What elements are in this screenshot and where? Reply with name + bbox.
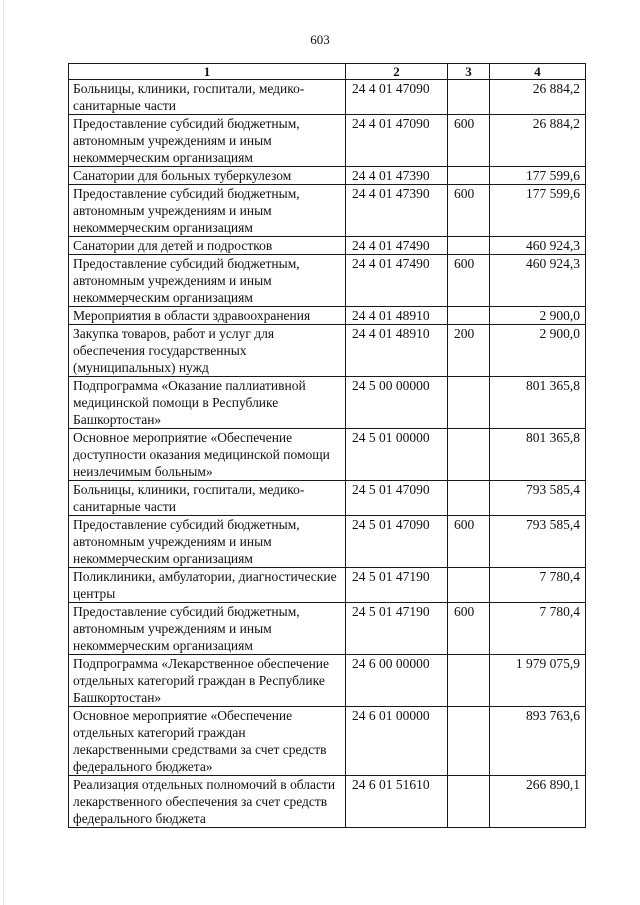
row-code: 24 5 01 00000 (346, 429, 448, 481)
row-name: Подпрограмма «Оказание паллиативной медицинской помощи в Республике Башкортостан» (69, 377, 346, 429)
row-amount: 26 884,2 (490, 115, 586, 167)
row-type (448, 167, 490, 185)
table-row (69, 255, 586, 307)
row-type: 600 (448, 185, 490, 237)
row-name: Предоставление субсидий бюджетным, автономным учреждениям и иным некоммерческим организациям (69, 115, 346, 167)
row-code: 24 4 01 47090 (346, 80, 448, 115)
row-type (448, 80, 490, 115)
column-header-amount: 4 (490, 64, 586, 80)
row-code: 24 6 00 00000 (346, 655, 448, 707)
table-row (69, 776, 586, 828)
table-row (69, 237, 586, 255)
row-name: Предоставление субсидий бюджетным, автономным учреждениям и иным некоммерческим организациям (69, 185, 346, 237)
row-amount: 460 924,3 (490, 237, 586, 255)
row-code: 24 4 01 48910 (346, 307, 448, 325)
row-amount: 7 780,4 (490, 603, 586, 655)
row-name: Основное мероприятие «Обеспечение доступности оказания медицинской помощи неизлечимым больным» (69, 429, 346, 481)
row-type: 600 (448, 603, 490, 655)
row-code: 24 4 01 47490 (346, 237, 448, 255)
row-code: 24 5 01 47090 (346, 481, 448, 516)
row-code: 24 4 01 47090 (346, 115, 448, 167)
row-type (448, 429, 490, 481)
row-name: Реализация отдельных полномочий в области лекарственного обеспечения за счет средств федерального бюджета (69, 776, 346, 828)
table-row (69, 481, 586, 516)
row-amount: 801 365,8 (490, 377, 586, 429)
row-amount: 1 979 075,9 (490, 655, 586, 707)
row-code: 24 5 01 47190 (346, 603, 448, 655)
row-name: Поликлиники, амбулатории, диагностические центры (69, 568, 346, 603)
column-header-code: 2 (346, 64, 448, 80)
row-code: 24 5 01 47090 (346, 516, 448, 568)
row-code: 24 6 01 00000 (346, 707, 448, 776)
table-row (69, 167, 586, 185)
row-amount: 177 599,6 (490, 167, 586, 185)
table-row (69, 307, 586, 325)
row-amount: 26 884,2 (490, 80, 586, 115)
row-type (448, 307, 490, 325)
row-amount: 793 585,4 (490, 516, 586, 568)
row-code: 24 4 01 48910 (346, 325, 448, 377)
row-type (448, 655, 490, 707)
table-row (69, 707, 586, 776)
scan-edge-line (3, 0, 4, 905)
row-name: Мероприятия в области здравоохранения (69, 307, 346, 325)
table-row (69, 429, 586, 481)
row-amount: 460 924,3 (490, 255, 586, 307)
row-amount: 2 900,0 (490, 325, 586, 377)
row-code: 24 5 01 47190 (346, 568, 448, 603)
table-row (69, 568, 586, 603)
row-name: Подпрограмма «Лекарственное обеспечение отдельных категорий граждан в Республике Башкортостан» (69, 655, 346, 707)
row-code: 24 4 01 47390 (346, 167, 448, 185)
row-name: Закупка товаров, работ и услуг для обеспечения государственных (муниципальных) нужд (69, 325, 346, 377)
row-type (448, 776, 490, 828)
row-type: 600 (448, 115, 490, 167)
row-name: Больницы, клиники, госпитали, медико-санитарные части (69, 80, 346, 115)
row-code: 24 5 00 00000 (346, 377, 448, 429)
row-type (448, 377, 490, 429)
row-amount: 793 585,4 (490, 481, 586, 516)
table-row (69, 325, 586, 377)
row-name: Больницы, клиники, госпитали, медико-санитарные части (69, 481, 346, 516)
row-code: 24 4 01 47490 (346, 255, 448, 307)
row-name: Предоставление субсидий бюджетным, автономным учреждениям и иным некоммерческим организациям (69, 255, 346, 307)
row-name: Предоставление субсидий бюджетным, автономным учреждениям и иным некоммерческим организациям (69, 516, 346, 568)
row-type: 600 (448, 516, 490, 568)
row-name: Санатории для больных туберкулезом (69, 167, 346, 185)
row-type (448, 707, 490, 776)
column-header-type: 3 (448, 64, 490, 80)
table-row (69, 603, 586, 655)
row-type: 600 (448, 255, 490, 307)
table-row (69, 377, 586, 429)
row-amount: 893 763,6 (490, 707, 586, 776)
table-row (69, 185, 586, 237)
column-header-name: 1 (69, 64, 346, 80)
row-code: 24 6 01 51610 (346, 776, 448, 828)
row-type (448, 481, 490, 516)
row-code: 24 4 01 47390 (346, 185, 448, 237)
table-header-row (69, 64, 586, 80)
page-number: 603 (310, 32, 330, 47)
table-row (69, 655, 586, 707)
row-amount: 801 365,8 (490, 429, 586, 481)
row-amount: 7 780,4 (490, 568, 586, 603)
table-row (69, 80, 586, 115)
budget-table (68, 63, 586, 828)
row-type (448, 237, 490, 255)
row-name: Предоставление субсидий бюджетным, автономным учреждениям и иным некоммерческим организациям (69, 603, 346, 655)
row-type (448, 568, 490, 603)
row-type: 200 (448, 325, 490, 377)
row-amount: 177 599,6 (490, 185, 586, 237)
row-name: Санатории для детей и подростков (69, 237, 346, 255)
row-amount: 266 890,1 (490, 776, 586, 828)
table-row (69, 115, 586, 167)
row-name: Основное мероприятие «Обеспечение отдельных категорий граждан лекарственными средствами за счет средств федерального бюджета» (69, 707, 346, 776)
table-row (69, 516, 586, 568)
row-amount: 2 900,0 (490, 307, 586, 325)
